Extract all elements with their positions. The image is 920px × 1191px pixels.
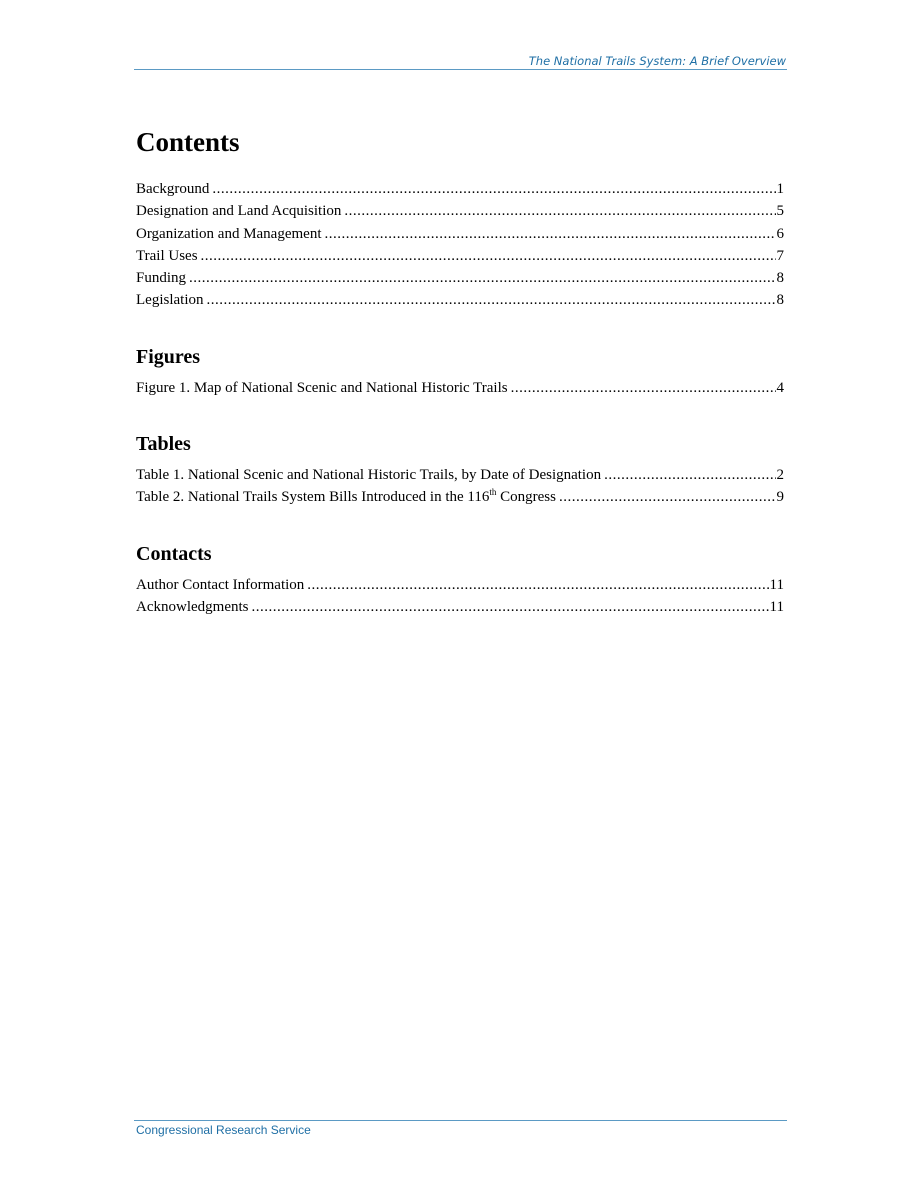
figures-heading: Figures (136, 345, 201, 368)
footer-divider (134, 1120, 787, 1121)
toc-entry-funding[interactable] (136, 267, 784, 289)
toc-entry-page: 11 (769, 598, 784, 615)
toc-entry-page: 1 (776, 181, 784, 197)
dot-leader (307, 574, 768, 596)
toc-entry-organization[interactable] (136, 223, 784, 245)
toc-entry-author-contact[interactable] (136, 574, 784, 596)
toc-entry-label: Figure 1. Map of National Scenic and National Historic Trails (136, 379, 508, 396)
toc-entry-page: 8 (776, 292, 784, 309)
dot-leader (212, 178, 775, 200)
contacts-section (136, 541, 784, 619)
contacts-heading: Contacts (136, 542, 212, 565)
toc-entry-page: 4 (776, 379, 784, 396)
toc-entry-page: 2 (776, 467, 784, 484)
toc-entry-acknowledgments[interactable] (136, 596, 784, 618)
dot-leader (201, 245, 776, 267)
toc-entry-label (136, 486, 556, 508)
toc-entry-label: Designation and Land Acquisition (136, 203, 342, 220)
header-divider (134, 69, 787, 70)
toc-entry-trail-uses[interactable] (136, 245, 784, 267)
contents-heading: Contents (136, 127, 240, 157)
toc-entry-page: 5 (776, 203, 784, 220)
toc-entry-page: 6 (776, 225, 784, 242)
toc-entry-label-suffix: Congress (496, 489, 556, 506)
toc-entry-figure-1[interactable] (136, 377, 784, 399)
contents-section (136, 124, 784, 312)
toc-entry-page: 11 (769, 576, 784, 593)
dot-leader (511, 377, 776, 399)
toc-entry-label: Trail Uses (136, 247, 198, 264)
figures-section (136, 344, 784, 399)
dot-leader (189, 267, 775, 289)
ordinal-superscript: th (489, 487, 497, 498)
tables-section (136, 431, 784, 509)
table-of-contents (136, 124, 784, 650)
toc-entry-label: Acknowledgments (136, 598, 249, 615)
toc-entry-label: Legislation (136, 292, 204, 309)
footer-organization: Congressional Research Service (136, 1123, 311, 1137)
toc-entry-background[interactable] (136, 178, 784, 200)
running-header: The National Trails System: A Brief Overview (528, 54, 786, 68)
toc-entry-page: 8 (776, 270, 784, 287)
dot-leader (344, 200, 775, 222)
dot-leader (604, 464, 775, 486)
toc-entry-label-prefix: Table 2. National Trails System Bills Introduced in the 116 (136, 489, 490, 506)
dot-leader (251, 596, 768, 618)
toc-entry-label: Table 1. National Scenic and National Historic Trails, by Date of Designation (136, 467, 602, 484)
tables-heading: Tables (136, 433, 191, 456)
dot-leader (559, 486, 776, 508)
toc-entry-table-2[interactable] (136, 486, 784, 508)
toc-entry-label: Author Contact Information (136, 576, 305, 593)
toc-entry-label: Background (136, 181, 210, 197)
toc-entry-designation[interactable] (136, 200, 784, 222)
dot-leader (207, 289, 776, 311)
toc-entry-page: 7 (776, 247, 784, 264)
toc-entry-label: Organization and Management (136, 225, 322, 242)
toc-entry-legislation[interactable] (136, 289, 784, 311)
toc-entry-table-1[interactable] (136, 464, 784, 486)
toc-entry-page: 9 (776, 489, 784, 506)
dot-leader (325, 223, 776, 245)
toc-entry-label: Funding (136, 270, 187, 287)
